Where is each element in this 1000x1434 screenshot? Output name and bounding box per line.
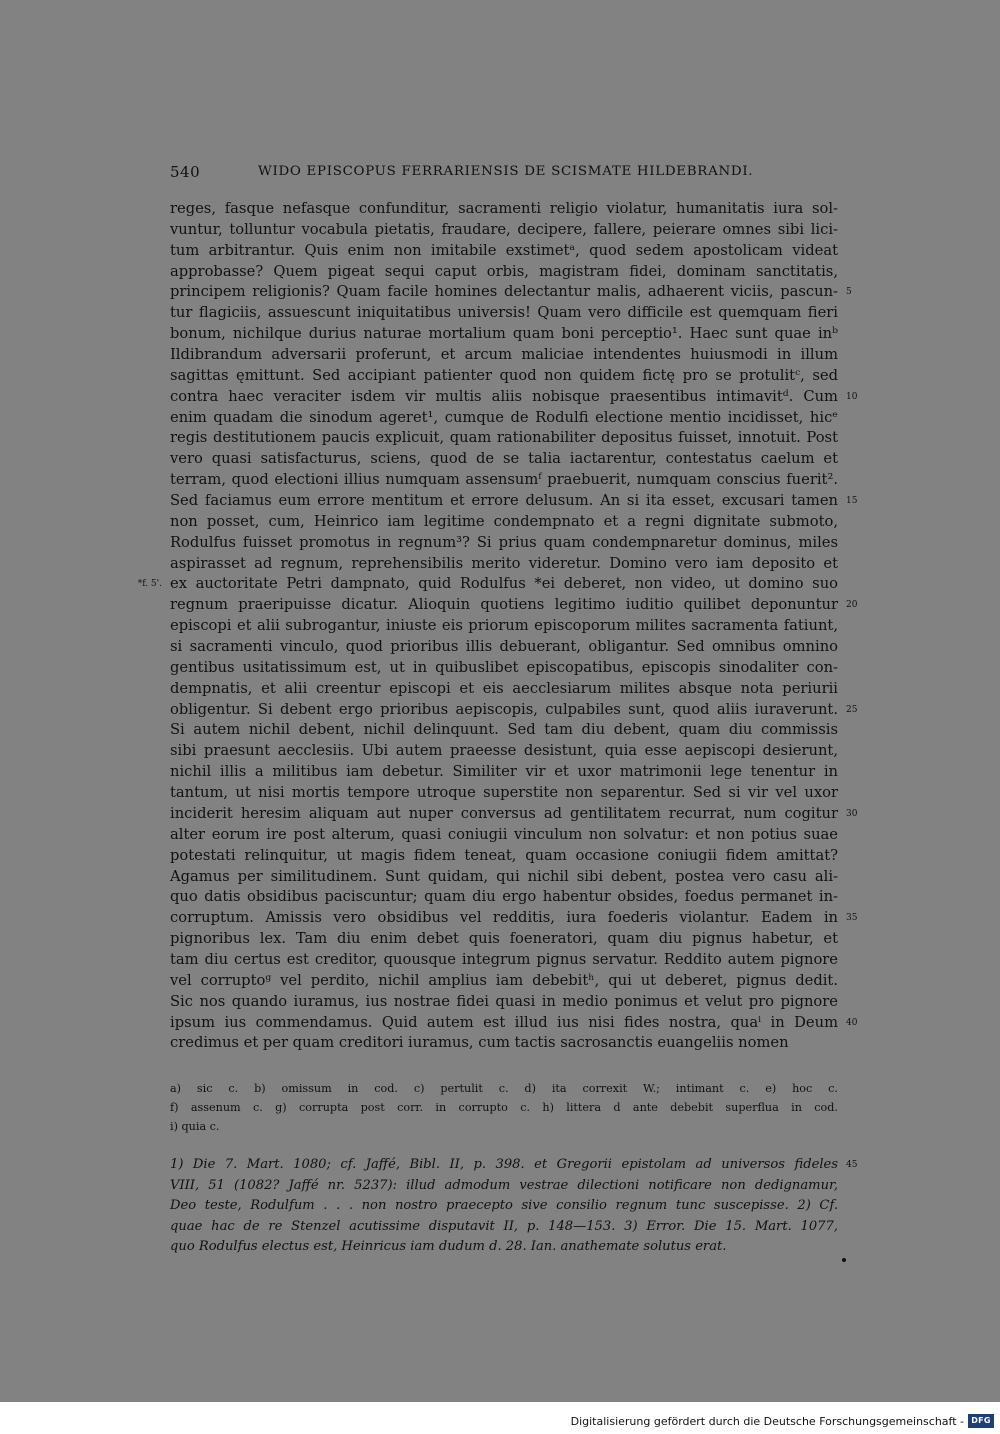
text-line [170, 428, 838, 449]
ink-dot [842, 1258, 846, 1262]
text-line [170, 804, 858, 825]
apparatus-line: i) quia c. [170, 1120, 220, 1133]
text-line [170, 554, 838, 575]
footer-credit: Digitalisierung gefördert durch die Deutsche Forschungsgemeinschaft - [570, 1415, 964, 1428]
line-text: vel corruptoᵍ vel perdito, nichil amplius iam debebitʰ, qui ut deberet, pignus dedit. [170, 971, 838, 989]
line-text: principem religionis? Quam facile homines delectantur malis, adhaerent viciis, pascun- [170, 283, 838, 301]
line-text: Si autem nichil debent, nichil delinquunt. Sed tam diu debent, quam diu commissis [170, 721, 838, 739]
line-text: ipsum ius commendamus. Quid autem est illud ius nisi fides nostra, quaⁱ in Deum [170, 1013, 838, 1031]
text-line [170, 846, 838, 867]
text-line [170, 241, 838, 262]
running-title: WIDO EPISCOPUS FERRARIENSIS DE SCISMATE HILDEBRANDI. [258, 164, 754, 179]
line-number: 45 [846, 1160, 858, 1170]
line-number: 25 [846, 704, 858, 715]
text-line [170, 616, 838, 637]
text-line [170, 867, 838, 888]
text-line [170, 595, 858, 616]
text-line [170, 262, 838, 283]
line-text: si sacramenti vinculo, quod prioribus illis debuerant, obligantur. Sed omnibus omnino [170, 638, 838, 656]
page-number: 540 [170, 163, 201, 181]
text-line [170, 992, 838, 1013]
line-text: sagittas ęmittunt. Sed accipiant patienter quod non quidem fictę pro se protulitᶜ, sed [170, 366, 838, 384]
text-line [170, 1013, 858, 1034]
line-text: alter eorum ire post alterum, quasi coniugii vinculum non solvatur: et non potius suae [170, 825, 838, 843]
line-text: bonum, nichilque durius naturae mortalium quam boni perceptio¹. Haec sunt quae inᵇ [170, 325, 838, 343]
folio-marker: *f. 5'. [137, 579, 162, 590]
line-number: 40 [846, 1017, 858, 1028]
line-text: obligentur. Si debent ergo prioribus aepiscopis, culpabiles sunt, quod aliis iuraverunt. [170, 700, 838, 718]
line-text: regnum praeripuisse dicatur. Alioquin quotiens legitimo iuditio quilibet deponuntur [170, 596, 838, 614]
footnote-text: Deo teste, Rodulfum . . . non nostro praecepto sive consilio regnum tunc suscepisse. 2) Cf. [170, 1198, 838, 1213]
footnote-text: VIII, 51 (1082? Jaffé nr. 5237): illud admodum vestrae dilectioni notificare non dedignamur, [170, 1177, 838, 1193]
text-line [170, 220, 838, 241]
apparatus-line: f) assenum c. g) corrupta post corr. in corrupto c. h) littera d ante debebit superflua in cod. [170, 1101, 838, 1114]
line-text: approbasse? Quem pigeat sequi caput orbis, magistram fidei, dominam sanctitatis, [170, 262, 838, 280]
line-text: tam diu certus est creditor, quousque integrum pignus servatur. Reddito autem pignore [170, 950, 838, 968]
line-text: sibi praesunt aecclesiis. Ubi autem praeesse desistunt, quia esse aepiscopi desierunt, [170, 742, 838, 760]
text-line [170, 199, 838, 220]
page-header [170, 163, 840, 183]
text-line [137, 574, 838, 595]
text-line [170, 324, 838, 345]
footnote-line [170, 1196, 838, 1217]
line-text: nichil illis a militibus iam debetur. Similiter vir et uxor matrimonii lege tenentur in [170, 763, 838, 781]
line-text: Agamus per similitudinem. Sunt quidam, qui nichil sibi debent, postea vero casu ali- [170, 867, 838, 885]
line-text: potestati relinquitur, ut magis fidem teneat, quam occasione coniugii fidem amittat? [170, 846, 838, 864]
line-text: inciderit heresim aliquam aut nuper conversus ad gentilitatem recurrat, num cogitur [170, 804, 838, 822]
text-line [170, 700, 858, 721]
text-line [170, 449, 838, 470]
line-text: vuntur, tolluntur vocabula pietatis, fraudare, decipere, fallere, peierare omnes sibi lici- [170, 220, 838, 238]
line-number: 10 [846, 391, 858, 402]
text-line [170, 491, 858, 512]
line-text: tur flagiciis, assuescunt iniquitatibus universis! Quam vero difficile est quemquam fieri [170, 304, 838, 322]
text-line [170, 658, 838, 679]
line-number: 35 [846, 913, 858, 924]
line-text: terram, quod electioni illius numquam assensumᶠ praebuerit, numquam conscius fuerit². [170, 471, 838, 489]
footer-bar [0, 1402, 1000, 1434]
footnotes [170, 1155, 858, 1258]
text-line [170, 825, 838, 846]
line-text: regis destitutionem paucis explicuit, quam rationabiliter depositus fuisset, innotuit. Post [170, 429, 838, 447]
line-text: Sic nos quando iuramus, ius nostrae fidei quasi in medio ponimus et velut pro pignore [170, 992, 838, 1010]
line-text: episcopi et alii subrogantur, iniuste eis priorum episcoporum milites sacramenta fatiunt, [170, 617, 838, 635]
line-number: 30 [846, 808, 858, 819]
line-text: gentibus usitatissimum est, ut in quibuslibet episcopatibus, episcopis sinodaliter con- [170, 658, 838, 676]
main-text [137, 199, 858, 1054]
line-text: pignoribus lex. Tam diu enim debet quis foeneratori, quam diu pignus habetur, et [170, 930, 838, 948]
text-line [170, 741, 838, 762]
text-line [170, 470, 838, 491]
line-text: aspirasset ad regnum, reprehensibilis merito videretur. Domino vero iam deposito et [170, 554, 838, 572]
line-text: contra haec veraciter isdem vir multis aliis nobisque praesentibus intimavitᵈ. Cum [170, 387, 838, 405]
text-line [170, 533, 838, 554]
text-line [170, 282, 852, 303]
footnote-line [170, 1237, 838, 1258]
text-line [170, 929, 838, 950]
text-line [170, 679, 838, 700]
text-line [170, 1033, 838, 1054]
text-line [170, 783, 838, 804]
line-text: credimus et per quam creditori iuramus, cum tactis sacrosanctis euangeliis nomen [170, 1034, 789, 1052]
text-line [170, 908, 858, 929]
footnote-line [170, 1155, 858, 1176]
line-text: quo datis obsidibus paciscuntur; quam diu ergo habentur obsides, foedus permanet in- [170, 888, 838, 906]
text-line [170, 720, 838, 741]
text-line [170, 762, 838, 783]
footnote-text: quo Rodulfus electus est, Heinricus iam dudum d. 28. Ian. anathemate solutus erat. [170, 1239, 727, 1254]
footnote-text: 1) Die 7. Mart. 1080; cf. Jaffé, Bibl. II, p. 398. et Gregorii epistolam ad universos fideles [170, 1157, 838, 1172]
text-line [170, 387, 858, 408]
line-text: corruptum. Amissis vero obsidibus vel redditis, iura foederis violantur. Eadem in [170, 909, 838, 927]
footnote-line [170, 1176, 838, 1197]
text-line [170, 345, 838, 366]
line-text: non posset, cum, Heinrico iam legitime condempnato et a regni dignitate submoto, [170, 512, 838, 530]
text-line [170, 637, 838, 658]
text-line [170, 950, 838, 971]
text-line [170, 303, 838, 324]
text-line [170, 408, 838, 429]
line-number: 5 [846, 287, 852, 298]
footnote-text: quae hac de re Stenzel acutissime disputavit II, p. 148—153. 3) Error. Die 15. Mart. 1077, [170, 1218, 838, 1234]
line-text: Sed faciamus eum errore mentitum et errore delusum. An si ita esset, excusari tamen [170, 492, 838, 510]
line-text: ex auctoritate Petri dampnato, quid Rodulfus *ei deberet, non video, ut domino suo [170, 575, 838, 593]
critical-apparatus [170, 1079, 838, 1136]
apparatus-line: a) sic c. b) omissum in cod. c) pertulit c. d) ita correxit W.; intimant c. e) hoc c. [170, 1082, 838, 1095]
text-line [170, 512, 838, 533]
line-number: 15 [846, 496, 858, 507]
footnote-line [170, 1217, 838, 1238]
line-text: vero quasi satisfacturus, sciens, quod de se talia iactarentur, contestatus caelum et [170, 450, 838, 468]
line-text: Rodulfus fuisset promotus in regnum³? Si prius quam condempnaretur dominus, miles [170, 533, 838, 551]
text-line [170, 887, 838, 908]
line-text: reges, fasque nefasque confunditur, sacramenti religio violatur, humanitatis iura sol- [170, 200, 838, 217]
line-text: tantum, ut nisi mortis tempore utroque superstite non separentur. Sed si vir vel uxor [170, 784, 838, 802]
line-text: dempnatis, et alii creentur episcopi et eis aecclesiarum milites absque nota periurii [170, 679, 838, 697]
text-line [170, 366, 838, 387]
text-line [170, 971, 838, 992]
line-number: 20 [846, 600, 858, 611]
line-text: enim quadam die sinodum ageret¹, cumque de Rodulfi electione mentio incidisset, hicᵉ [170, 408, 838, 426]
line-text: Ildibrandum adversarii proferunt, et arcum maliciae intendentes huiusmodi in illum [170, 346, 838, 364]
dfg-logo: DFG [968, 1414, 994, 1428]
line-text: tum arbitrantur. Quis enim non imitabile exstimetᵃ, quod sedem apostolicam videat [170, 241, 838, 259]
